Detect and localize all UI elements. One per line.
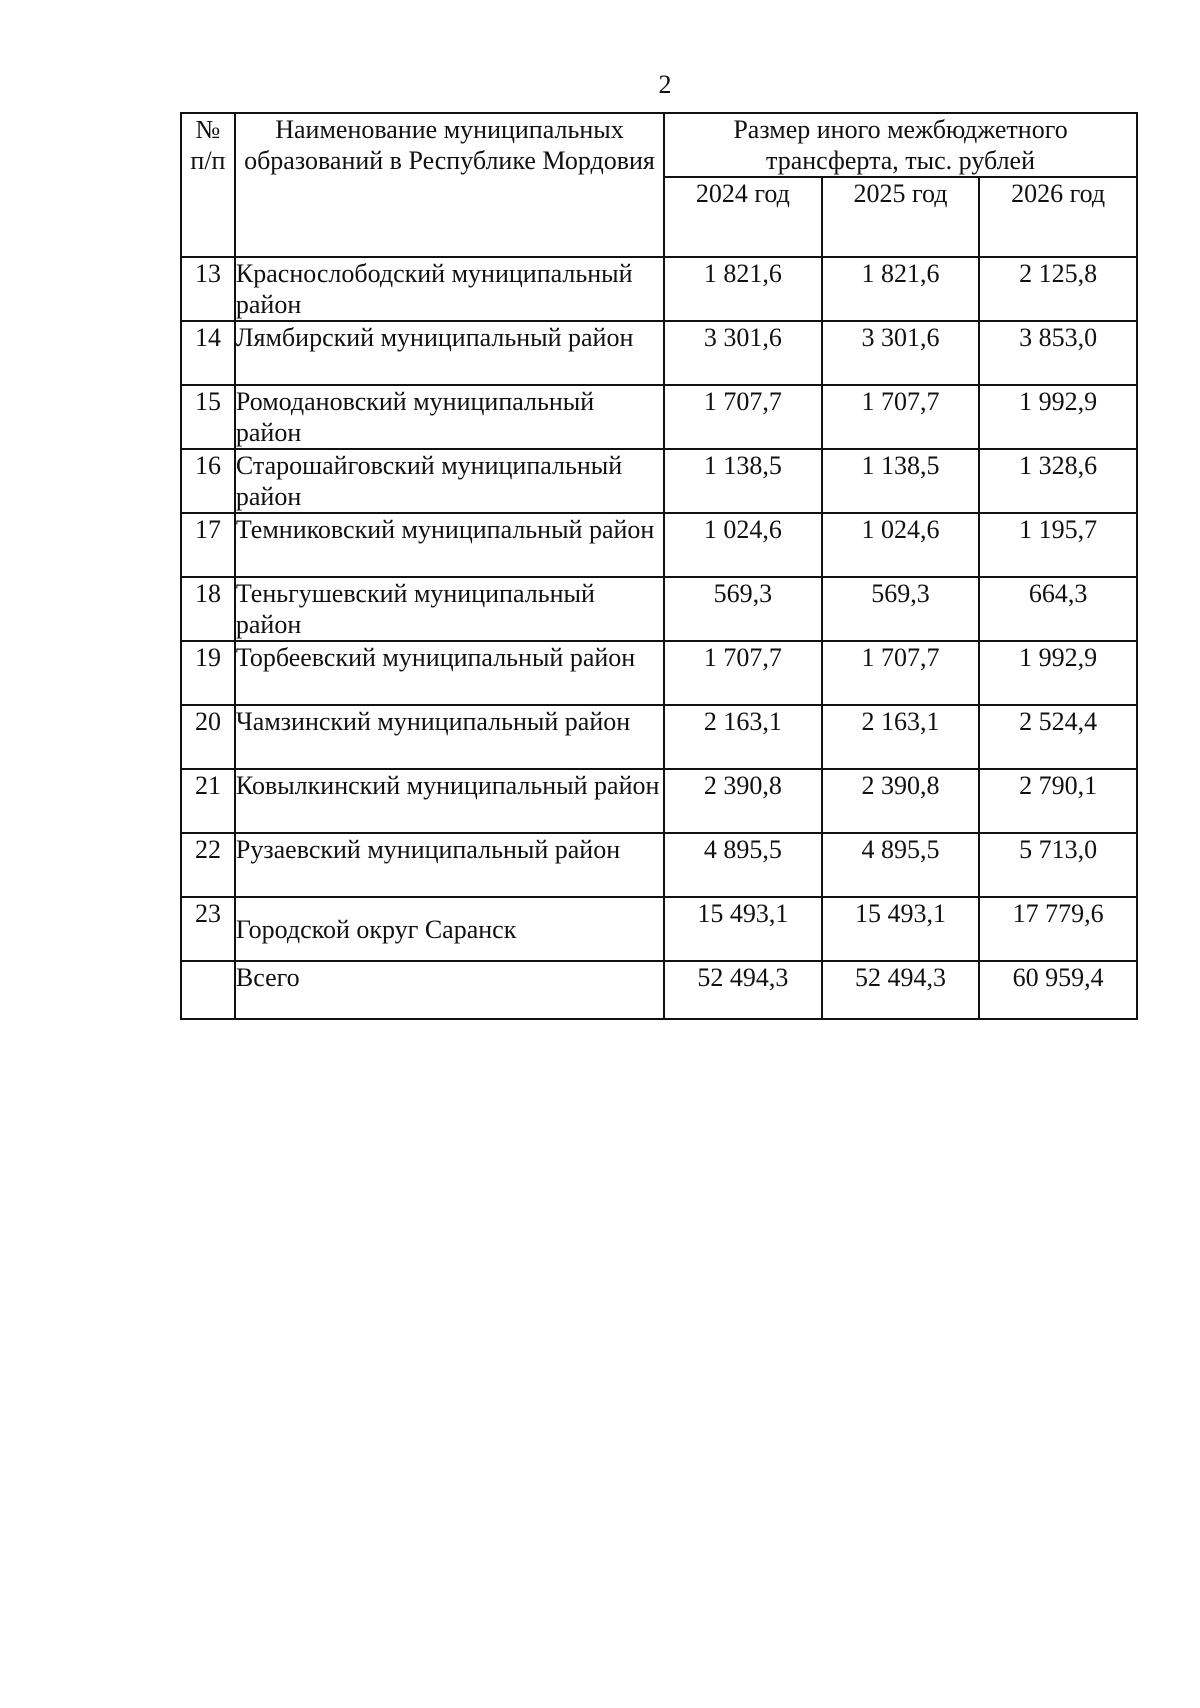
table-row [181, 385, 1137, 449]
row-num: 19 [181, 641, 235, 705]
page-number: 2 [658, 70, 672, 99]
table-row [181, 705, 1137, 769]
row-value-2024: 2 390,8 [664, 769, 822, 833]
table-row [181, 833, 1137, 897]
row-num: 17 [181, 513, 235, 577]
row-value-2026: 664,3 [979, 577, 1137, 641]
header-num: № п/п [181, 113, 235, 257]
row-value-2024: 15 493,1 [664, 897, 822, 961]
table-body [181, 257, 1137, 1019]
total-label: Всего [235, 961, 664, 1019]
row-num: 18 [181, 577, 235, 641]
total-value-2025: 52 494,3 [822, 961, 980, 1019]
row-value-2024: 1 821,6 [664, 257, 822, 321]
table-row [181, 449, 1137, 513]
row-value-2025: 2 390,8 [822, 769, 980, 833]
header-name: Наименование муниципальных образований в Республике Мордовия [235, 113, 664, 257]
table-row [181, 321, 1137, 385]
row-value-2024: 3 301,6 [664, 321, 822, 385]
row-value-2025: 4 895,5 [822, 833, 980, 897]
row-num: 22 [181, 833, 235, 897]
row-value-2025: 15 493,1 [822, 897, 980, 961]
row-value-2026: 1 195,7 [979, 513, 1137, 577]
row-value-2024: 1 138,5 [664, 449, 822, 513]
row-value-2026: 17 779,6 [979, 897, 1137, 961]
total-row [181, 961, 1137, 1019]
row-value-2026: 3 853,0 [979, 321, 1137, 385]
table-row [181, 769, 1137, 833]
row-name: Рузаевский муниципальный район [235, 833, 664, 897]
row-value-2026: 1 992,9 [979, 641, 1137, 705]
row-value-2024: 1 024,6 [664, 513, 822, 577]
total-value-2026: 60 959,4 [979, 961, 1137, 1019]
row-value-2026: 1 328,6 [979, 449, 1137, 513]
row-num: 14 [181, 321, 235, 385]
row-value-2025: 1 707,7 [822, 385, 980, 449]
table-row [181, 513, 1137, 577]
table-row [181, 897, 1137, 961]
table-row [181, 641, 1137, 705]
row-num: 16 [181, 449, 235, 513]
row-name: Ковылкинский муниципальный район [235, 769, 664, 833]
row-num: 21 [181, 769, 235, 833]
row-value-2025: 569,3 [822, 577, 980, 641]
header-transfer-size: Размер иного межбюджетного трансферта, тыс. рублей [664, 113, 1137, 177]
table-header [181, 113, 1137, 257]
header-year-2024: 2024 год [664, 177, 822, 257]
row-name: Лямбирский муниципальный район [235, 321, 664, 385]
row-value-2026: 5 713,0 [979, 833, 1137, 897]
row-value-2026: 2 790,1 [979, 769, 1137, 833]
total-value-2024: 52 494,3 [664, 961, 822, 1019]
header-year-2025: 2025 год [822, 177, 980, 257]
row-value-2025: 1 138,5 [822, 449, 980, 513]
row-num: 13 [181, 257, 235, 321]
row-value-2024: 1 707,7 [664, 641, 822, 705]
row-num: 23 [181, 897, 235, 961]
transfer-table [180, 112, 1138, 1020]
row-value-2025: 3 301,6 [822, 321, 980, 385]
row-name: Краснослободский муниципальный район [235, 257, 664, 321]
row-value-2025: 1 821,6 [822, 257, 980, 321]
row-value-2024: 4 895,5 [664, 833, 822, 897]
row-value-2025: 1 707,7 [822, 641, 980, 705]
row-value-2026: 2 524,4 [979, 705, 1137, 769]
row-name: Чамзинский муниципальный район [235, 705, 664, 769]
row-name: Теньгушевский муниципальный район [235, 577, 664, 641]
table-row [181, 577, 1137, 641]
table-row [181, 257, 1137, 321]
row-value-2025: 2 163,1 [822, 705, 980, 769]
header-year-2026: 2026 год [979, 177, 1137, 257]
row-name: Ромодановский муниципальный район [235, 385, 664, 449]
row-value-2026: 2 125,8 [979, 257, 1137, 321]
row-value-2025: 1 024,6 [822, 513, 980, 577]
row-value-2024: 569,3 [664, 577, 822, 641]
row-num: 15 [181, 385, 235, 449]
row-name: Торбеевский муниципальный район [235, 641, 664, 705]
row-name: Городской округ Саранск [235, 897, 664, 961]
row-name: Темниковский муниципальный район [235, 513, 664, 577]
row-value-2024: 2 163,1 [664, 705, 822, 769]
row-num: 20 [181, 705, 235, 769]
row-value-2024: 1 707,7 [664, 385, 822, 449]
row-name: Старошайговский муниципальный район [235, 449, 664, 513]
total-num [181, 961, 235, 1019]
row-value-2026: 1 992,9 [979, 385, 1137, 449]
